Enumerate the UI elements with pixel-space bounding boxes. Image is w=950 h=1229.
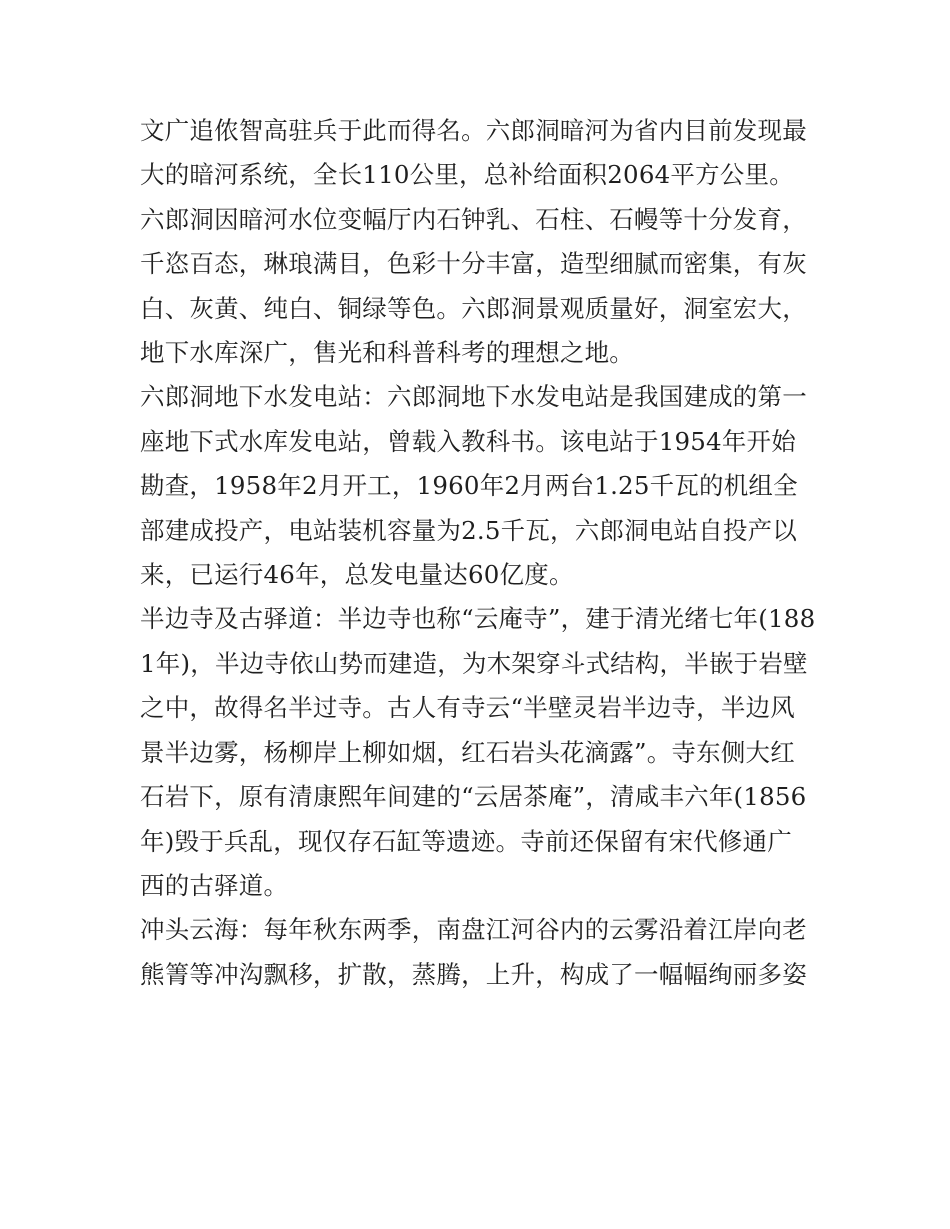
document-body (140, 109, 816, 997)
paragraph-liulang-cave-river: 文广追侬智高驻兵于此而得名。六郎洞暗河为省内目前发现最大的暗河系统，全长110公里，总补给面积2064平方公里。六郎洞因暗河水位变幅厅内石钟乳、石柱、石幔等十分发育，千恣百态，琳琅满目，色彩十分丰富，造型细腻而密集，有灰白、灰黄、纯白、铜绿等色。六郎洞景观质量好，洞室宏大，地下水库深广，售光和科普科考的理想之地。 (140, 116, 807, 368)
paragraph-banbian-temple: 半边寺及古驿道：半边寺也称“云庵寺”，建于清光绪七年(1881年)，半边寺依山势而建造，为木架穿斗式结构，半嵌于岩壁之中，故得名半过寺。古人有寺云“半壁灵岩半边寺，半边风景半边雾，杨柳岸上柳如烟，红石岩头花滴露”。寺东侧大红石岩下，原有清康熙年间建的“云居茶庵”，清咸丰六年(1856年)毁于兵乱，现仅存石缸等遗迹。寺前还保留有宋代修通广西的古驿道。 (140, 604, 816, 900)
paragraph-underground-power-station: 六郎洞地下水发电站：六郎洞地下水发电站是我国建成的第一座地下式水库发电站，曾载入教科书。该电站于1954年开始勘查，1958年2月开工，1960年2月两台1.25千瓦的机组全部建成投产，电站装机容量为2.5千瓦，六郎洞电站自投产以来，已运行46年，总发电量达60亿度。 (140, 382, 807, 590)
paragraph-chongtou-cloud-sea: 冲头云海：每年秋东两季，南盘江河谷内的云雾沿着江岸向老熊箐等冲沟飘移，扩散，蒸腾，上升，构成了一幅幅绚丽多姿 (140, 915, 807, 989)
